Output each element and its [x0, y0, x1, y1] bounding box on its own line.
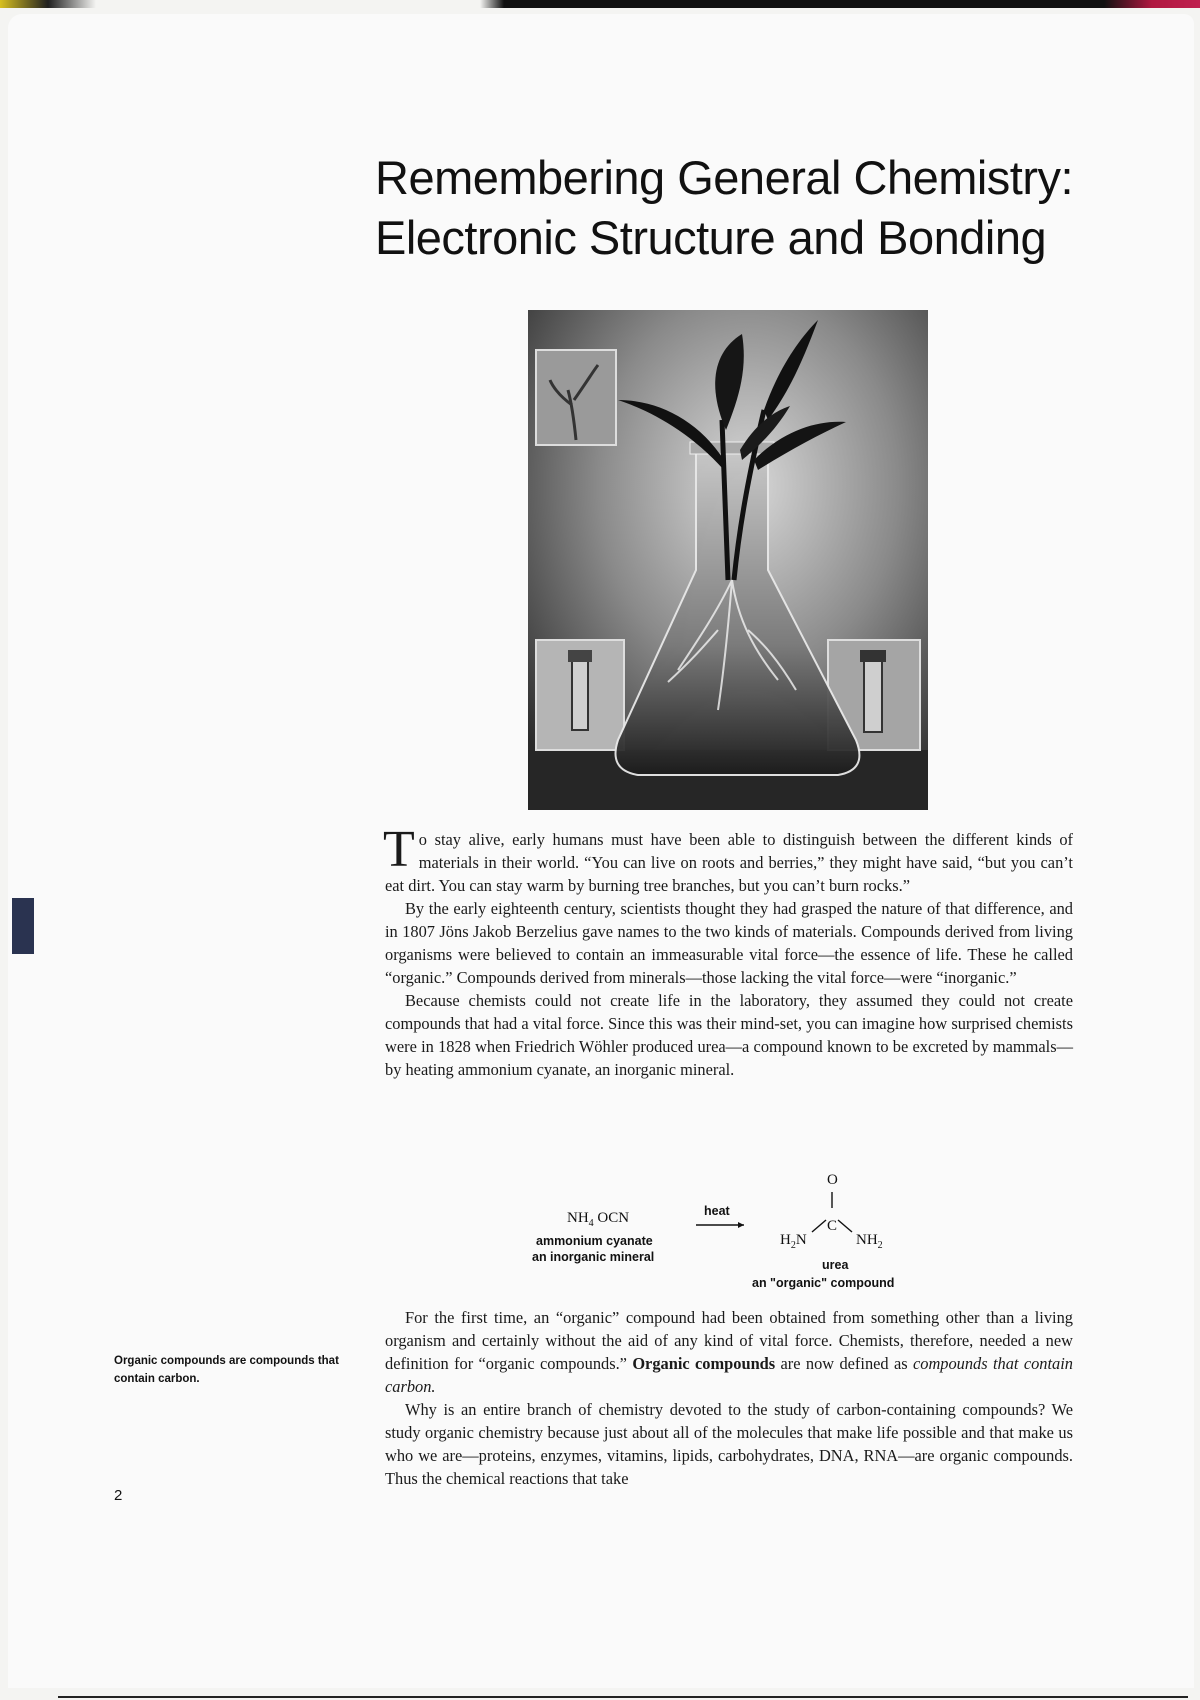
plant-in-flask-image: [528, 310, 928, 810]
product-description: an "organic" compound: [752, 1276, 895, 1290]
bottom-rule: [58, 1696, 1188, 1698]
product-left-h: H: [780, 1232, 791, 1248]
paragraph-4-part-b: are now defined as: [775, 1354, 913, 1373]
reactant-anion: OCN: [597, 1210, 630, 1226]
plant-in-flask-photo: [528, 310, 928, 810]
scan-top-edge: [0, 0, 1200, 8]
product-carbon: C: [827, 1218, 838, 1234]
urea-synthesis-reaction: [520, 1172, 940, 1295]
product-oxygen: O: [827, 1172, 838, 1188]
chapter-title: [375, 148, 1135, 268]
page-number: 2: [114, 1487, 123, 1504]
chapter-title-line-2: Electronic Structure and Bonding: [375, 211, 1047, 264]
organic-compounds-definition: compounds that contain carbon.: [385, 1354, 1073, 1396]
margin-note: Organic compounds are compounds that contain carbon.: [114, 1355, 339, 1385]
product-name: urea: [822, 1258, 849, 1272]
urea-bond-lines: [810, 1190, 880, 1238]
intro-text: [383, 821, 1073, 1081]
intro-paragraph-1-text: o stay alive, early humans must have been able to distinguish between the different kinds of materials in their world. “You can live on roots and berries,” they might have said, “but you can’t eat dirt. You can stay warm by burning tree branches, but you can’t burn rocks.”: [385, 830, 1073, 895]
paragraph-5: Why is an entire branch of chemistry devoted to the study of carbon-containing compounds? We study organic chemistry because just about all of the molecules that make life possible and that make us who we are—proteins, enzymes, vitamins, lipids, carbohydrates, DNA, RNA—are organic compounds. Thus the chemical reactions that take: [385, 1400, 1073, 1488]
reactant-description: an inorganic mineral: [532, 1250, 655, 1264]
reactant-name: ammonium cyanate: [536, 1234, 653, 1248]
intro-paragraph-3: Because chemists could not create life in the laboratory, they assumed they could not create compounds that had a vital force. Since this was their mind-set, you can imagine how surprised chemists were in 1828 when Friedrich Wöhler produced urea—a compound known to be excreted by mammals—by heating ammonium cyanate, an inorganic mineral.: [385, 991, 1073, 1079]
product-right-subscript: 2: [877, 1240, 883, 1251]
paragraph-4-part-a: For the first time, an “organic” compound had been obtained from something other than a living organism and certainly without the aid of any kind of vital force. Chemists, therefore, needed a new definition for “organic compounds.”: [385, 1308, 1073, 1373]
reactant-cation: NH: [567, 1210, 589, 1226]
paragraph-4: [385, 1306, 1073, 1398]
reactant-cation-subscript: 4: [588, 1218, 594, 1229]
continuation-text: [385, 1306, 1073, 1490]
drop-cap: T: [383, 821, 415, 878]
intro-paragraph-1: [383, 821, 1073, 897]
product-left-subscript: 2: [790, 1240, 796, 1251]
product-left-n: N: [795, 1232, 807, 1248]
product-right-group: [856, 1232, 883, 1251]
reaction-arrow-icon: [694, 1220, 750, 1230]
product-left-group: [780, 1232, 807, 1251]
intro-paragraph-2: By the early eighteenth century, scientists thought they had grasped the nature of that difference, and in 1807 Jöns Jakob Berzelius gave names to the two kinds of materials. Compounds derived from living organisms were believed to contain an immeasurable vital force—the essence of life. These he called “organic.” Compounds derived from minerals—those lacking the vital force—were “inorganic.”: [385, 899, 1073, 987]
chapter-title-line-1: Remembering General Chemistry:: [375, 151, 1074, 204]
organic-compounds-term: Organic compounds: [632, 1354, 776, 1373]
product-right-nh: NH: [856, 1232, 878, 1248]
binder-tab: [12, 898, 34, 954]
reactant-formula: [567, 1210, 629, 1229]
reaction-condition: heat: [704, 1204, 730, 1218]
